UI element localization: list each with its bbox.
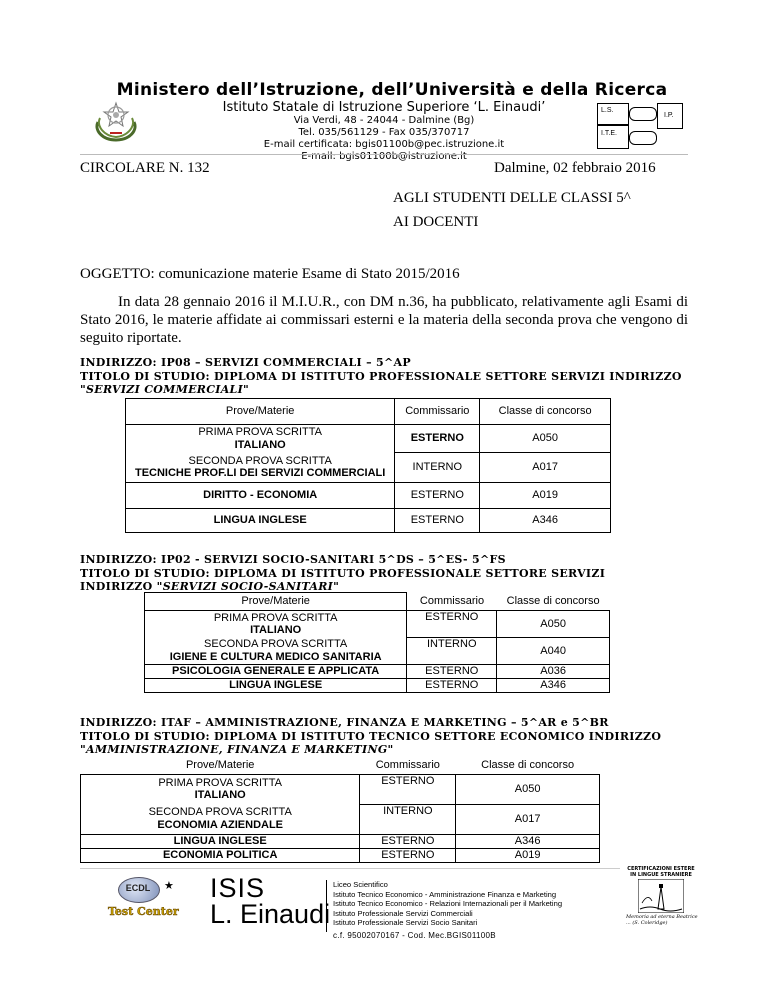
- test-center-text: Test Center: [108, 905, 179, 918]
- table-row-subject: [126, 509, 395, 533]
- subject-line2: ITALIANO: [194, 789, 246, 802]
- badge-ite: I.T.E.: [601, 130, 617, 137]
- section-1-quote-open: ": [80, 383, 87, 396]
- header-commissario: Commissario: [419, 595, 485, 607]
- section-3-table: [80, 757, 600, 863]
- subject-line2: ITALIANO: [234, 438, 286, 451]
- isis-logo: [210, 874, 330, 928]
- intro-text: In data 28 gennaio 2016 il M.I.U.R., con DM n.36, ha pubblicato, relativamente agli Esami di Stato 2016, le materie affidate ai commissari esterni e la materia della seconda prova che vengono di seguito riportate.: [80, 294, 688, 346]
- institute-name: Istituto Statale di Istruzione Superiore ‘L. Einaudi’: [222, 100, 546, 115]
- section-1-quote-close: ": [243, 383, 250, 396]
- table-row-subject: [145, 611, 407, 638]
- institute-pec: E-mail certificata: bgis01100b@pec.istruzione.it: [263, 139, 505, 150]
- recipient-teachers: AI DOCENTI: [393, 214, 479, 230]
- header-classe: Classe di concorso: [481, 759, 575, 771]
- school-item: Liceo Scientifico: [333, 880, 388, 889]
- school-badge: [597, 103, 683, 149]
- ecdl-logo: [100, 875, 190, 927]
- isis-divider: [326, 880, 327, 932]
- fiscal-code: c.f. 95002070167 - Cod. Mec.BGIS01100B: [333, 931, 496, 940]
- certification-logo: [626, 867, 696, 929]
- subject-line2: LINGUA INGLESE: [229, 679, 323, 692]
- cert-title: CERTIFICAZIONI ESTERE IN LINGUE STRANIERE: [627, 866, 695, 878]
- header-commissario: Commissario: [375, 759, 440, 771]
- subject-line2: PSICOLOGIA GENERALE E APPLICATA: [172, 665, 380, 678]
- section-2-quote-close: ": [333, 580, 340, 593]
- header-prove: Prove/Materie: [145, 593, 407, 611]
- classe-cell: A017: [480, 453, 611, 483]
- commissario-cell: ESTERNO: [395, 483, 480, 509]
- einaudi-text: L. Einaudi: [210, 899, 331, 929]
- school-item: Istituto Professionale Servizi Socio Sanitari: [333, 918, 478, 928]
- badge-ip: I.P.: [664, 112, 674, 119]
- recipient-students: AGLI STUDENTI DELLE CLASSI 5^: [393, 190, 631, 206]
- table-row-subject: [126, 483, 395, 509]
- subject-line2: IGIENE E CULTURA MEDICO SANITARIA: [169, 650, 382, 663]
- subject-line1: PRIMA PROVA SCRITTA: [158, 776, 283, 789]
- section-1-indirizzo: SERVIZI COMMERCIALI: [86, 383, 244, 396]
- circolare-number: CIRCOLARE N. 132: [80, 160, 210, 176]
- date-line: Dalmine, 02 febbraio 2016: [494, 160, 656, 176]
- commissario-value: ESTERNO: [410, 432, 464, 445]
- classe-cell: A050: [456, 774, 600, 804]
- section-3-line3: [80, 743, 700, 757]
- section-3-heading: [80, 716, 700, 757]
- subject-line1: SECONDA PROVA SCRITTA: [188, 454, 332, 467]
- header-prove: Prove/Materie: [126, 399, 395, 425]
- subject-line1: SECONDA PROVA SCRITTA: [204, 638, 348, 651]
- commissario-cell: ESTERNO: [360, 774, 456, 804]
- footer-divider: [80, 868, 620, 869]
- subject-line2: ITALIANO: [250, 624, 302, 637]
- classe-cell: A036: [497, 665, 610, 679]
- subject-line2: DIRITTO - ECONOMIA: [203, 489, 318, 502]
- school-list: [333, 880, 562, 928]
- school-item: Istituto Professionale Servizi Commerciali: [333, 908, 473, 918]
- ministry-title: Ministero dell’Istruzione, dell’Università e della Ricerca: [116, 80, 668, 100]
- intro-paragraph: [80, 293, 688, 347]
- section-2-line2: TITOLO DI STUDIO: DIPLOMA DI ISTITUTO PROFESSIONALE SETTORE SERVIZI: [80, 566, 606, 580]
- commissario-cell: INTERNO: [395, 453, 480, 483]
- commissario-cell: ESTERNO: [360, 834, 456, 848]
- isis-text: ISIS: [210, 873, 266, 903]
- school-item: Istituto Tecnico Economico - Amministrazione Finanza e Marketing: [333, 889, 557, 899]
- subject-line2: TECNICHE PROF.LI DEI SERVIZI COMMERCIALI: [134, 467, 386, 480]
- classe-cell: A019: [456, 848, 600, 862]
- section-2-line1: INDIRIZZO: IP02 - SERVIZI SOCIO-SANITARI 5^DS – 5^ES- 5^FS: [80, 553, 506, 566]
- section-1-heading: [80, 356, 700, 397]
- section-2-heading: [80, 553, 700, 594]
- badge-ls: L.S.: [601, 107, 614, 114]
- lighthouse-icon: [638, 879, 684, 913]
- classe-cell: A019: [480, 483, 611, 509]
- star-icon: ★: [164, 880, 174, 892]
- subject-line2: LINGUA INGLESE: [173, 834, 267, 847]
- cert-caption: Memoria ad eterna Beatrice ... (S. Coleridge): [626, 914, 698, 926]
- table-row-subject: [126, 453, 395, 483]
- header-divider: [80, 154, 688, 155]
- section-3-quote-close: ": [387, 743, 394, 756]
- subject-line2: ECONOMIA AZIENDALE: [157, 818, 284, 831]
- section-2-indirizzo: SERVIZI SOCIO-SANITARI: [162, 580, 334, 593]
- school-item: Istituto Tecnico Economico - Relazioni Internazionali per il Marketing: [333, 899, 563, 909]
- section-2-quote-open: INDIRIZZO ": [80, 580, 163, 593]
- classe-cell: A050: [497, 611, 610, 638]
- table-row-subject: [145, 679, 407, 693]
- table-row-subject: [145, 638, 407, 665]
- commissario-cell: ESTERNO: [407, 665, 497, 679]
- section-3-indirizzo: AMMINISTRAZIONE, FINANZA E MARKETING: [86, 743, 388, 756]
- table-row-subject: [81, 804, 360, 834]
- institute-address: Via Verdi, 48 - 24044 - Dalmine (Bg): [293, 115, 475, 126]
- table-row-subject: [126, 425, 395, 453]
- classe-cell: A050: [480, 425, 611, 453]
- section-3-line1: INDIRIZZO: ITAF – AMMINISTRAZIONE, FINANZA E MARKETING – 5^AR e 5^BR: [80, 716, 609, 729]
- header-prove: Prove/Materie: [185, 759, 255, 771]
- classe-cell: A346: [480, 509, 611, 533]
- ecdl-text: ECDL: [125, 883, 151, 893]
- table-row-subject: [81, 774, 360, 804]
- section-1-line2: TITOLO DI STUDIO: DIPLOMA DI ISTITUTO PROFESSIONALE SETTORE SERVIZI INDIRIZZO: [80, 369, 682, 383]
- subject-line1: SECONDA PROVA SCRITTA: [148, 806, 292, 819]
- subject-line2: ECONOMIA POLITICA: [162, 848, 278, 861]
- section-3-quote-open: ": [80, 743, 87, 756]
- subject: OGGETTO: comunicazione materie Esame di Stato 2015/2016: [80, 266, 460, 282]
- commissario-cell: INTERNO: [360, 804, 456, 834]
- section-1-table: [125, 398, 611, 533]
- institute-email: E-mail: bgis01100b@istruzione.it: [301, 151, 467, 162]
- commissario-cell: ESTERNO: [407, 611, 497, 638]
- institute-phone: Tel. 035/561129 - Fax 035/370717: [298, 127, 470, 138]
- section-1-line1: INDIRIZZO: IP08 – SERVIZI COMMERCIALI – 5^AP: [80, 356, 411, 369]
- classe-cell: A040: [497, 638, 610, 665]
- subject-line1: PRIMA PROVA SCRITTA: [198, 426, 322, 439]
- section-1-line3: [80, 383, 700, 397]
- subject-line1: PRIMA PROVA SCRITTA: [213, 611, 338, 624]
- commissario-cell: ESTERNO: [360, 848, 456, 862]
- section-2-table: [144, 592, 610, 693]
- classe-cell: A346: [456, 834, 600, 848]
- classe-cell: A017: [456, 804, 600, 834]
- classe-cell: A346: [497, 679, 610, 693]
- section-3-line2: TITOLO DI STUDIO: DIPLOMA DI ISTITUTO TECNICO SETTORE ECONOMICO INDIRIZZO: [80, 729, 662, 743]
- commissario-cell: INTERNO: [407, 638, 497, 665]
- commissario-cell: ESTERNO: [395, 509, 480, 533]
- subject-line2: LINGUA INGLESE: [213, 514, 307, 527]
- header-classe: Classe di concorso: [480, 399, 611, 425]
- table-row-subject: [145, 665, 407, 679]
- header-classe: Classe di concorso: [506, 595, 600, 607]
- commissario-cell: [395, 425, 480, 453]
- header-commissario: Commissario: [395, 399, 480, 425]
- table-row-subject: [81, 848, 360, 862]
- commissario-cell: ESTERNO: [407, 679, 497, 693]
- table-row-subject: [81, 834, 360, 848]
